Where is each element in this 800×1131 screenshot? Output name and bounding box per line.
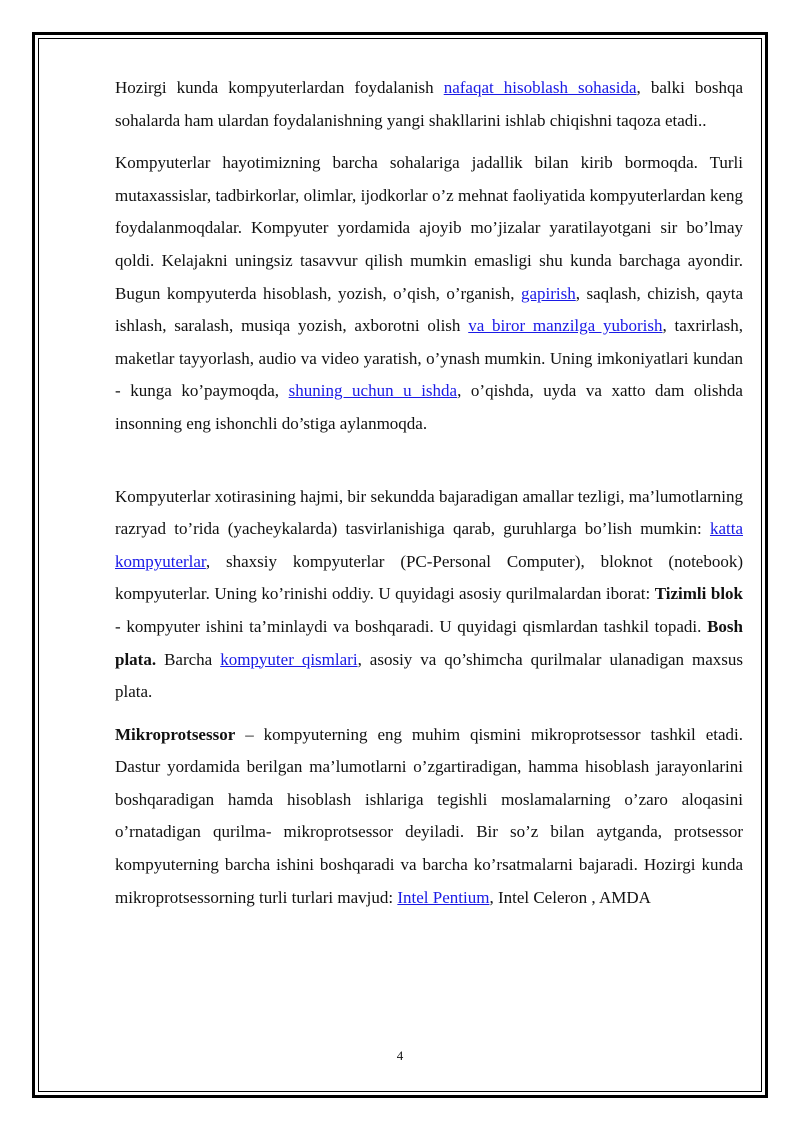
link-shuning-uchun[interactable]: shuning uchun u ishda — [288, 381, 458, 401]
text: - kompyuter ishini ta’minlaydi va boshqaradi. U quyidagi qismlardan tashkil topadi. — [115, 616, 708, 636]
link-gapirish[interactable]: gapirish — [520, 283, 576, 303]
link-kompyuter-qismlari[interactable]: kompyuter qismlari — [220, 649, 358, 669]
text: Barcha — [156, 649, 221, 669]
text: Kompyuterlar xotirasining hajmi, bir sekundda bajaradigan amallar tezligi, ma’lumotlarning razryad to’rida (yacheykalarda) tasvirlanishiga qarab, guruhlarga bo’lish mumkin: — [115, 486, 743, 539]
text: , Intel Celeron , AMDA — [489, 887, 651, 907]
term-tizimli-blok: Tizimli blok — [654, 584, 743, 604]
text: , shaxsiy kompyuterlar (PC-Personal Computer), bloknot (notebook) kompyuterlar. Uning ko’rinishi oddiy. U quyidagi asosiy qurilmalardan iborat: — [115, 551, 743, 604]
text: – kompyuterning eng muhim qismini mikroprotsessor tashkil etadi. Dastur yordamida berilgan ma’lumotlarni o’zgartiradigan, hamma hisoblash jarayonlarini boshqaradigan hamda hisoblash ishlariga tegishli moslamalarning o’zaro aloqasini o’rnatadigan qurilma- mikroprotsessor deyiladi. Bir so’z bilan aytganda, protsessor kompyuterning barcha ishini boshqaradi va barcha ko’rsatmalarni bajaradi. Hozirgi kunda mikroprotsessorning turli turlari mavjud: — [115, 724, 743, 907]
text: , asosiy va qo’shimcha qurilmalar ulanadigan maxsus plata. — [115, 649, 744, 702]
text: , saqlash, chizish, qayta ishlash, saralash, musiqa yozish, axborotni olish — [115, 283, 743, 336]
text: Hozirgi kunda kompyuterlardan foydalanish — [115, 78, 444, 97]
paragraph-1 — [115, 72, 743, 137]
paragraph-2 — [115, 147, 743, 440]
link-katta-kompyuterlar[interactable]: katta kompyuterlar — [115, 519, 743, 571]
link-manzilga-yuborish[interactable]: va biror manzilga yuborish — [468, 316, 663, 336]
term-mikroprotsessor: Mikroprotsessor — [115, 724, 236, 744]
term-bosh-plata: Bosh plata. — [115, 616, 743, 669]
text: , balki boshqa sohalarda ham ulardan foydalanishning yangi shakllarini ishlab chiqishni taqoza etadi.. — [115, 78, 743, 130]
text: , o’qishda, uyda va xatto dam olishda insonning eng ishonchli do’stiga aylanmoqda. — [115, 381, 743, 433]
page-number: 4 — [396, 1048, 404, 1063]
link-hisoblash-sohasida[interactable]: nafaqat hisoblash sohasida — [443, 78, 637, 97]
text: Kompyuterlar hayotimizning barcha sohalariga jadallik bilan kirib bormoqda. Turli mutaxassislar, tadbirkorlar, olimlar, ijodkorlar o’z mehnat faoliyatida kompyuterlardan keng foydalanmoqdalar. Kompyuter yordamida ajoyib mo’jizalar yaratilayotgani sir bo’lmay qoldi. Kelajakni uningsiz tasavvur qilish mumkin emasligi shu kunda barchaga ayondir. Bugun kompyuterda hisoblash, yozish, o’qish, o’rganish, — [115, 153, 743, 303]
link-intel-pentium[interactable]: Intel Pentium — [397, 887, 490, 907]
paragraph-4 — [115, 719, 743, 915]
text: , taxrirlash, maketlar tayyorlash, audio va video yaratish, o’ynash mumkin. Uning imkoniyatlari kundan - kunga ko’paymoqda, — [115, 316, 744, 401]
paragraph-3 — [115, 481, 743, 709]
document-body — [115, 72, 743, 924]
